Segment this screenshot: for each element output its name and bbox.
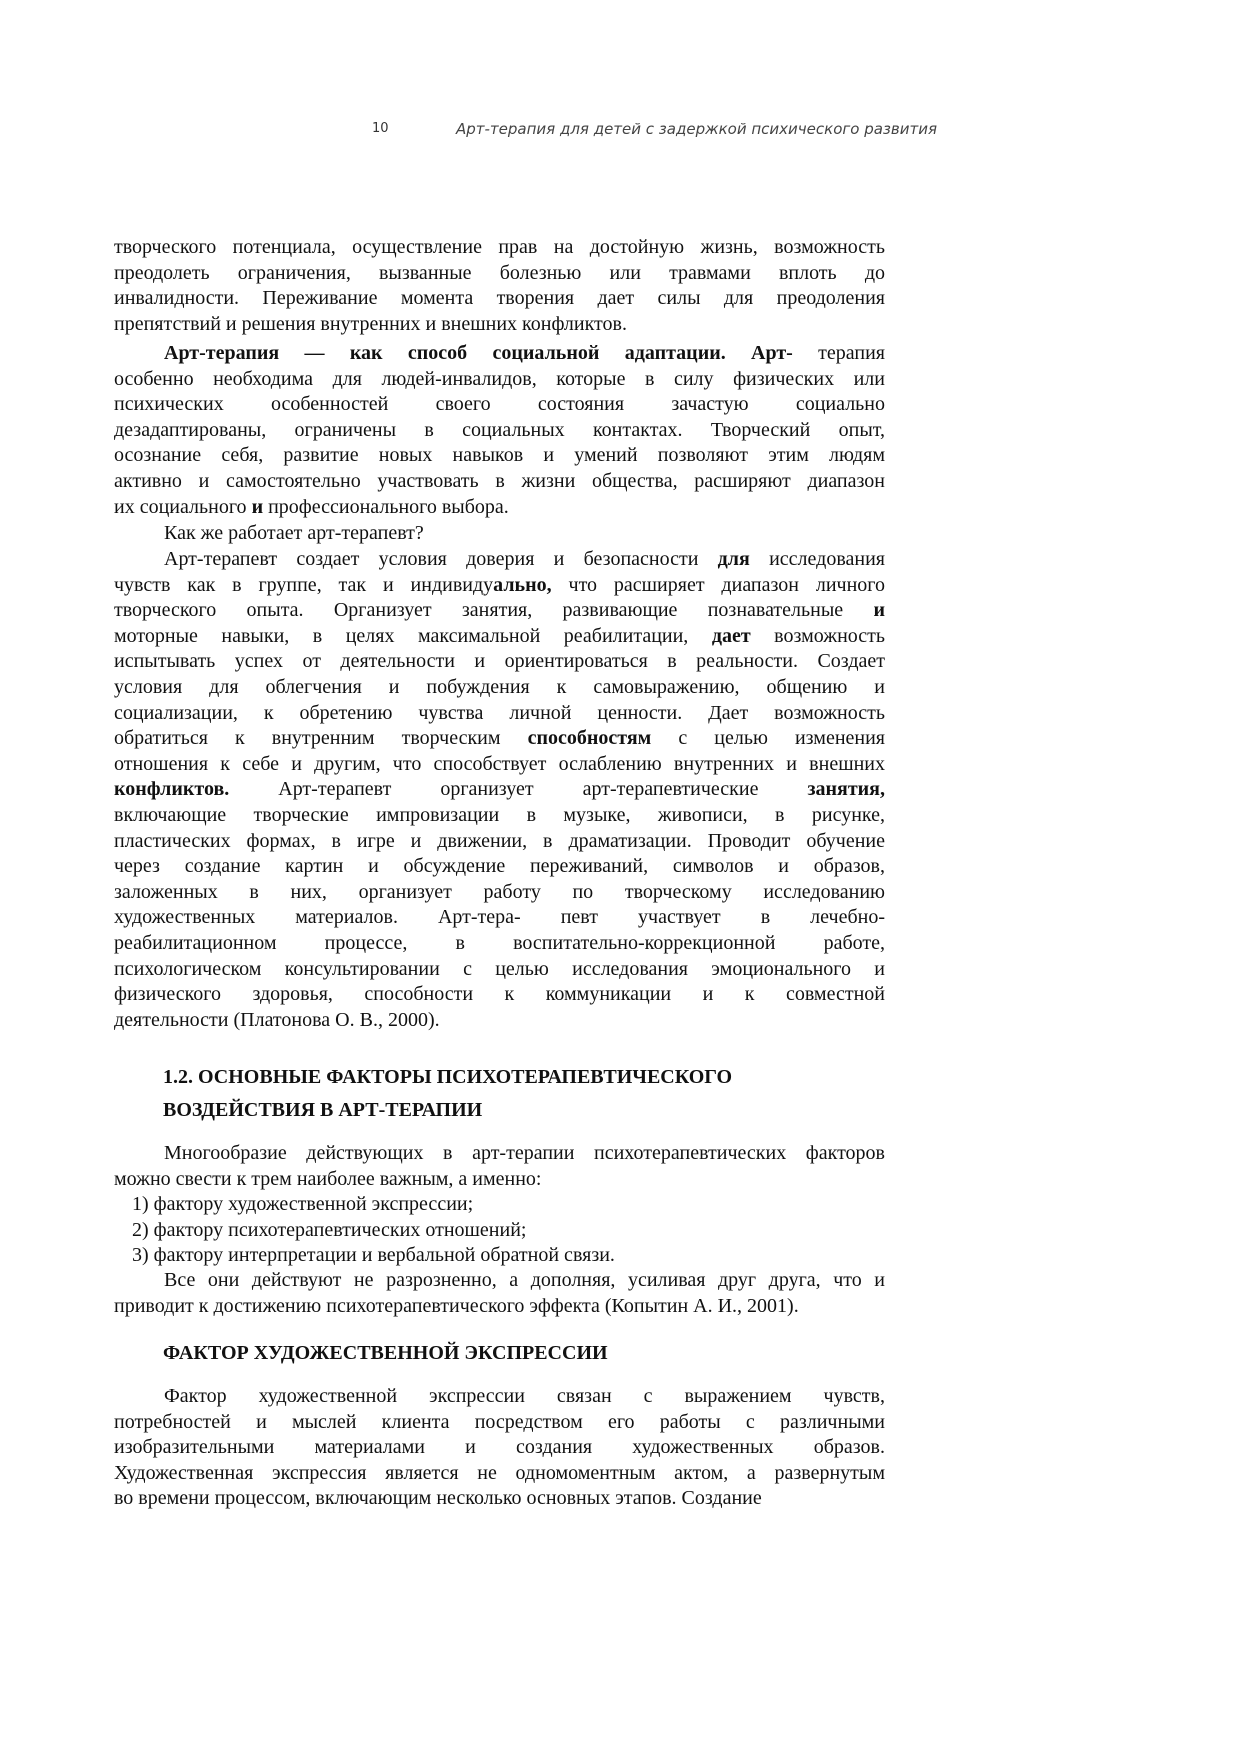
text-line (114, 931, 885, 957)
text: препятствий и решения внутренних и внешних конфликтов. (114, 312, 627, 335)
text-line (114, 1461, 885, 1487)
bold-text: и (251, 495, 264, 518)
text-line (114, 701, 885, 727)
text-line (114, 726, 885, 752)
bold-text: для (717, 548, 750, 570)
text-line (114, 752, 885, 778)
text-line (114, 312, 885, 338)
paragraph-summary (114, 1268, 885, 1319)
text: пластических формах, в игре и движении, в драматизации. Проводит обучение (114, 829, 885, 852)
text-line (114, 286, 885, 312)
text: Арт-терапевт создает условия доверия и безопасности (164, 548, 718, 570)
text-line (114, 1384, 885, 1410)
text-line (114, 1008, 885, 1034)
text-line (114, 777, 885, 803)
text: активно и самостоятельно участвовать в жизни общества, расширяют диапазон (114, 469, 885, 492)
text: изобразительными материалами и создания художественных образов. (114, 1436, 885, 1459)
text: социализации, к обретению чувства личной ценности. Дает возможность (114, 701, 885, 724)
text: творческого потенциала, осуществление прав на достойную жизнь, возможность (114, 236, 885, 258)
text-line (114, 1486, 885, 1512)
text: потребностей и мыслей клиента посредством его работы с различными (114, 1410, 885, 1433)
text: осознание себя, развитие новых навыков и умений позволяют этим людям (114, 444, 885, 467)
text-line (114, 392, 885, 418)
text-line (114, 443, 885, 469)
paragraph-art-therapist (114, 547, 885, 1033)
paragraph-artistic-expression (114, 1384, 885, 1512)
bold-text: способностям (527, 727, 652, 750)
text: с целью изменения (651, 727, 886, 750)
text-line (114, 235, 885, 261)
section-heading-line-1: 1.2. ОСНОВНЫЕ ФАКТОРЫ ПСИХОТЕРАПЕВТИЧЕСКОГО (163, 1066, 733, 1088)
text: реабилитационном процессе, в воспитательно-коррекционной работе, (114, 931, 885, 954)
text: заложенных в них, организует работу по творческому исследованию (114, 880, 885, 903)
text-line (114, 854, 885, 880)
text-line (114, 495, 885, 521)
text: физического здоровья, способности к коммуникации и к совместной (114, 983, 885, 1006)
text-line (114, 803, 885, 829)
bold-text: дает (711, 624, 751, 647)
text: Фактор художественной экспрессии связан с выражением чувств, (164, 1385, 885, 1407)
text-line (114, 1141, 885, 1167)
text: терапия (792, 342, 886, 364)
subheading: ФАКТОР ХУДОЖЕСТВЕННОЙ ЭКСПРЕССИИ (163, 1342, 608, 1364)
text: профессионального выбора. (263, 495, 509, 518)
list-item: 3) фактору интерпретации и вербальной обратной связи. (132, 1244, 615, 1267)
text: Многообразие действующих в арт-терапии психотерапевтических факторов (164, 1142, 885, 1164)
text: Арт-терапевт организует арт-терапевтические (229, 778, 808, 801)
text-line (114, 905, 885, 931)
text: инвалидности. Переживание момента творения дает силы для преодоления (114, 287, 885, 310)
text: особенно необходима для людей-инвалидов, которые в силу физических или (114, 367, 885, 390)
text: во времени процессом, включающим несколько основных этапов. Создание (114, 1487, 762, 1510)
text: отношения к себе и другим, что способствует ослаблению внутренних и внешних (114, 752, 885, 775)
bold-text: ально, (493, 573, 552, 596)
text: моторные навыки, в целях максимальной реабилитации, (114, 624, 712, 647)
text-line (114, 469, 885, 495)
text-line (114, 418, 885, 444)
text: что расширяет диапазон личного (551, 573, 885, 596)
text-line (114, 982, 885, 1008)
text-line (114, 261, 885, 287)
text: чувств как в группе, так и индивиду (114, 573, 494, 596)
text-line (114, 880, 885, 906)
text-line (114, 573, 885, 599)
text: психологическом консультировании с целью исследования эмоционального и (114, 957, 885, 980)
text-line (114, 829, 885, 855)
bold-text: Арт-терапия — как способ социальной адаптации. Арт- (164, 342, 793, 364)
text-line (114, 341, 885, 367)
text-line (114, 367, 885, 393)
text: их социального (114, 495, 252, 518)
text: Художественная экспрессия является не одномоментным актом, а развернутым (114, 1461, 885, 1484)
text: исследования (749, 548, 885, 570)
running-header: Арт-терапия для детей с задержкой психического развития (456, 120, 937, 138)
paragraph-continuation (114, 235, 885, 337)
list-item: 1) фактору художественной экспрессии; (132, 1193, 474, 1215)
text-line (114, 1435, 885, 1461)
paragraph-intro (114, 1141, 885, 1192)
text-line (114, 521, 885, 547)
text-line (114, 957, 885, 983)
factor-list (114, 1192, 885, 1269)
text: психических особенностей своего состояния зачастую социально (114, 393, 885, 416)
text-line (114, 1268, 885, 1294)
text: обратиться к внутренним творческим (114, 727, 528, 750)
text: творческого опыта. Организует занятия, развивающие познавательные (114, 599, 874, 622)
text: включающие творческие импровизации в музыке, живописи, в рисунке, (114, 803, 885, 826)
text: деятельности (Платонова О. В., 2000). (114, 1008, 440, 1031)
text-line (114, 649, 885, 675)
text: через создание картин и обсуждение переживаний, символов и образов, (114, 855, 885, 878)
text-line (114, 624, 885, 650)
bold-text: занятия, (807, 778, 885, 801)
text-line (114, 598, 885, 624)
text-line (114, 1167, 885, 1193)
paragraph-question (114, 521, 885, 547)
text-line (114, 1410, 885, 1436)
text: приводит к достижению психотерапевтического эффекта (Копытин А. И., 2001). (114, 1294, 799, 1317)
text: дезадаптированы, ограничены в социальных контактах. Творческий опыт, (114, 418, 885, 441)
list-item: 2) фактору психотерапевтических отношений; (132, 1218, 527, 1241)
text: Как же работает арт-терапевт? (164, 522, 424, 544)
text: испытывать успех от деятельности и ориентироваться в реальности. Создает (114, 650, 885, 673)
text-line (114, 547, 885, 573)
text: условия для облегчения и побуждения к самовыражению, общению и (114, 675, 885, 698)
text: преодолеть ограничения, вызванные болезнью или травмами вплоть до (114, 261, 885, 284)
text: возможность (750, 624, 886, 647)
section-heading-line-2: ВОЗДЕЙСТВИЯ В АРТ-ТЕРАПИИ (163, 1099, 483, 1121)
bold-text: конфликтов. (114, 778, 230, 801)
text-line (114, 675, 885, 701)
bold-text: и (873, 599, 885, 622)
page-number: 10 (372, 121, 389, 136)
text: можно свести к трем наиболее важным, а именно: (114, 1167, 542, 1190)
text: Все они действуют не разрозненно, а дополняя, усиливая друг друга, что и (164, 1269, 885, 1291)
text-line (114, 1294, 885, 1320)
text: художественных материалов. Арт-тера- певт участвует в лечебно- (114, 906, 885, 929)
paragraph-social-adaptation (114, 341, 885, 520)
